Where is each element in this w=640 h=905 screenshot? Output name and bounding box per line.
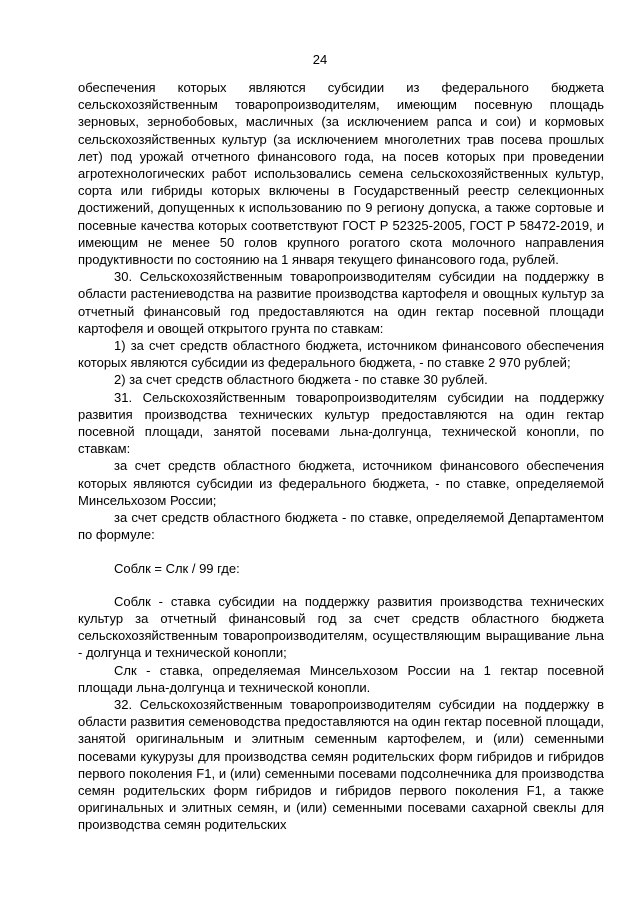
- formula: Соблк = Слк / 99 где:: [114, 561, 240, 577]
- paragraph-item-31: 31. Сельскохозяйственным товаропроизводителям субсидии на поддержку развития производства технических культур предоставляются на один гектар посевной площади, занятой посевами льна-долгунца, технической конопли, по ставкам:: [78, 389, 604, 457]
- paragraph-formula-slk: Слк - ставка, определяемая Минсельхозом России на 1 гектар посевной площади льна-долгунца и технической конопли.: [78, 662, 604, 695]
- page-number: 24: [312, 52, 328, 67]
- paragraph-item-30-1: 1) за счет средств областного бюджета, источником финансового обеспечения которых являются субсидии из федерального бюджета, - по ставке 2 970 рублей;: [78, 338, 604, 371]
- paragraph-item-30-2: 2) за счет средств областного бюджета - по ставке 30 рублей.: [114, 372, 488, 388]
- paragraph-item-31-regional: за счет средств областного бюджета - по ставке, определяемой Департаментом по формуле:: [78, 510, 604, 543]
- paragraph-item-30: 30. Сельскохозяйственным товаропроизводителям субсидии на поддержку в области растениеводства на развитие производства картофеля и овощных культур за отчетный финансовый год предоставляются на один гектар посевной площади картофеля и овощей открытого грунта по ставкам:: [78, 269, 604, 336]
- paragraph-item-31-federal: за счет средств областного бюджета, источником финансового обеспечения которых являются субсидии из федерального бюджета, - по ставке, определяемой Минсельхозом России;: [78, 458, 604, 508]
- paragraph-item-32: 32. Сельскохозяйственным товаропроизводителям субсидии на поддержку в области развития семеноводства предоставляются на один гектар посевной площади, занятой оригинальным и элитным семенным картофелем, и (или) семенными посевами кукурузы для производства семян родительских форм гибридов и гибридов первого поколения F1, и (или) семенными посевами подсолнечника для производства семян родительских форм гибридов и гибридов первого поколения F1, а также оригинальных и элитных семян, и (или) семенными посевами сахарной свеклы для производства семян родительских: [78, 696, 604, 833]
- document-body: [78, 79, 604, 834]
- paragraph-continuation: обеспечения которых являются субсидии из федерального бюджета сельскохозяйственным товаропроизводителям, имеющим посевную площадь зерновых, зернобобовых, масличных (за исключением рапса и сои) и кормовых сельскохозяйственных культур (за исключением многолетних трав посева прошлых лет) под урожай отчетного финансового года, на посев которых при проведении агротехнологических работ использовались семена сельскохозяйственных культур, сорта или гибриды которых включены в Государственный реестр селекционных достижений, допущенных к использованию по 9 региону допуска, а также сортовые и посевные качества которых соответствуют ГОСТ Р 52325-2005, ГОСТ Р 58472-2019, и имеющим не менее 50 голов крупного рогатого скота молочного направления продуктивности по состоянию на 1 января текущего финансового года, рублей.: [78, 80, 604, 268]
- paragraph-formula-soblk: Соблк - ставка субсидии на поддержку развития производства технических культур за отчетный финансовый год за счет средств областного бюджета сельскохозяйственным товаропроизводителям, осуществляющим выращивание льна - долгунца и технической конопли;: [78, 593, 604, 661]
